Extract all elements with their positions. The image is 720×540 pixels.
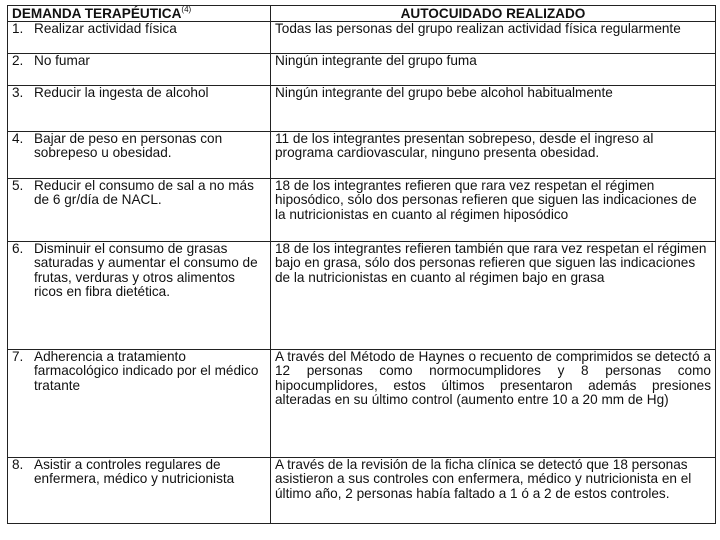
- demand-cell: [8, 22, 271, 54]
- table-row: [8, 22, 716, 54]
- demand-text: Adherencia a tratamiento farmacológico indicado por el médico tratante: [34, 349, 259, 393]
- row-number: 8.: [12, 457, 24, 472]
- demand-cell: [8, 350, 271, 458]
- demand-text: Asistir a controles regulares de enfermera, médico y nutricionista: [34, 457, 235, 487]
- self-care-cell: 18 de los integrantes refieren que rara vez respetan el régimen hiposódico, sólo dos personas refieren que siguen las indicaciones de la nutricionistas en cuanto al régimen hiposódico: [271, 179, 716, 242]
- table-row: [8, 179, 716, 242]
- table-row: [8, 242, 716, 350]
- demand-cell: [8, 458, 271, 524]
- document-sheet: [7, 5, 715, 535]
- therapeutic-demand-table: [7, 5, 716, 524]
- table-header: [8, 6, 716, 22]
- demand-cell: [8, 132, 271, 179]
- row-number: 7.: [12, 349, 24, 364]
- self-care-cell: Ningún integrante del grupo fuma: [271, 54, 716, 86]
- header-row: [8, 6, 716, 22]
- row-number: 1.: [12, 21, 24, 36]
- demand-cell: [8, 242, 271, 350]
- table-row: [8, 350, 716, 458]
- row-number: 5.: [12, 178, 24, 193]
- table-body: [8, 22, 716, 524]
- self-care-cell: A través del Método de Haynes o recuento de comprimidos se detectó a 12 personas como normocumplidores y 8 personas como hipocumplidores, estos últimos presentaron además presiones alteradas en su último control (aumento entre 10 a 20 mm de Hg): [271, 350, 716, 458]
- header-demand-label: DEMANDA TERAPÉUTICA: [12, 6, 182, 21]
- header-demand: [8, 6, 271, 22]
- header-self-care: AUTOCUIDADO REALIZADO: [271, 6, 716, 22]
- table-row: [8, 132, 716, 179]
- header-demand-reference: (4): [181, 5, 192, 14]
- demand-cell: [8, 179, 271, 242]
- table-row: [8, 86, 716, 132]
- demand-cell: [8, 54, 271, 86]
- table-row: [8, 54, 716, 86]
- table-row: [8, 458, 716, 524]
- row-number: 6.: [12, 241, 24, 256]
- demand-text: Disminuir el consumo de grasas saturadas y aumentar el consumo de frutas, verduras y otros alimentos ricos en fibra dietética.: [34, 241, 258, 300]
- demand-text: Realizar actividad física: [34, 21, 177, 36]
- self-care-cell: 11 de los integrantes presentan sobrepeso, desde el ingreso al programa cardiovascular, ninguno presenta obesidad.: [271, 132, 716, 179]
- demand-cell: [8, 86, 271, 132]
- demand-text: No fumar: [34, 53, 90, 68]
- row-number: 3.: [12, 85, 24, 100]
- demand-text: Reducir la ingesta de alcohol: [34, 85, 209, 100]
- self-care-cell: 18 de los integrantes refieren también que rara vez respetan el régimen bajo en grasa, sólo dos personas refieren que siguen las indicaciones de la nutricionistas en cuanto al régimen bajo en grasa: [271, 242, 716, 350]
- demand-text: Bajar de peso en personas con sobrepeso u obesidad.: [34, 131, 223, 161]
- self-care-cell: Ningún integrante del grupo bebe alcohol habitualmente: [271, 86, 716, 132]
- row-number: 2.: [12, 53, 24, 68]
- self-care-cell: A través de la revisión de la ficha clínica se detectó que 18 personas asistieron a sus controles con enfermera, médico y nutricionista en el último año, 2 personas había faltado a 1 ó a 2 de estos controles.: [271, 458, 716, 524]
- self-care-cell: Todas las personas del grupo realizan actividad física regularmente: [271, 22, 716, 54]
- demand-text: Reducir el consumo de sal a no más de 6 gr/día de NACL.: [34, 178, 254, 208]
- row-number: 4.: [12, 131, 24, 146]
